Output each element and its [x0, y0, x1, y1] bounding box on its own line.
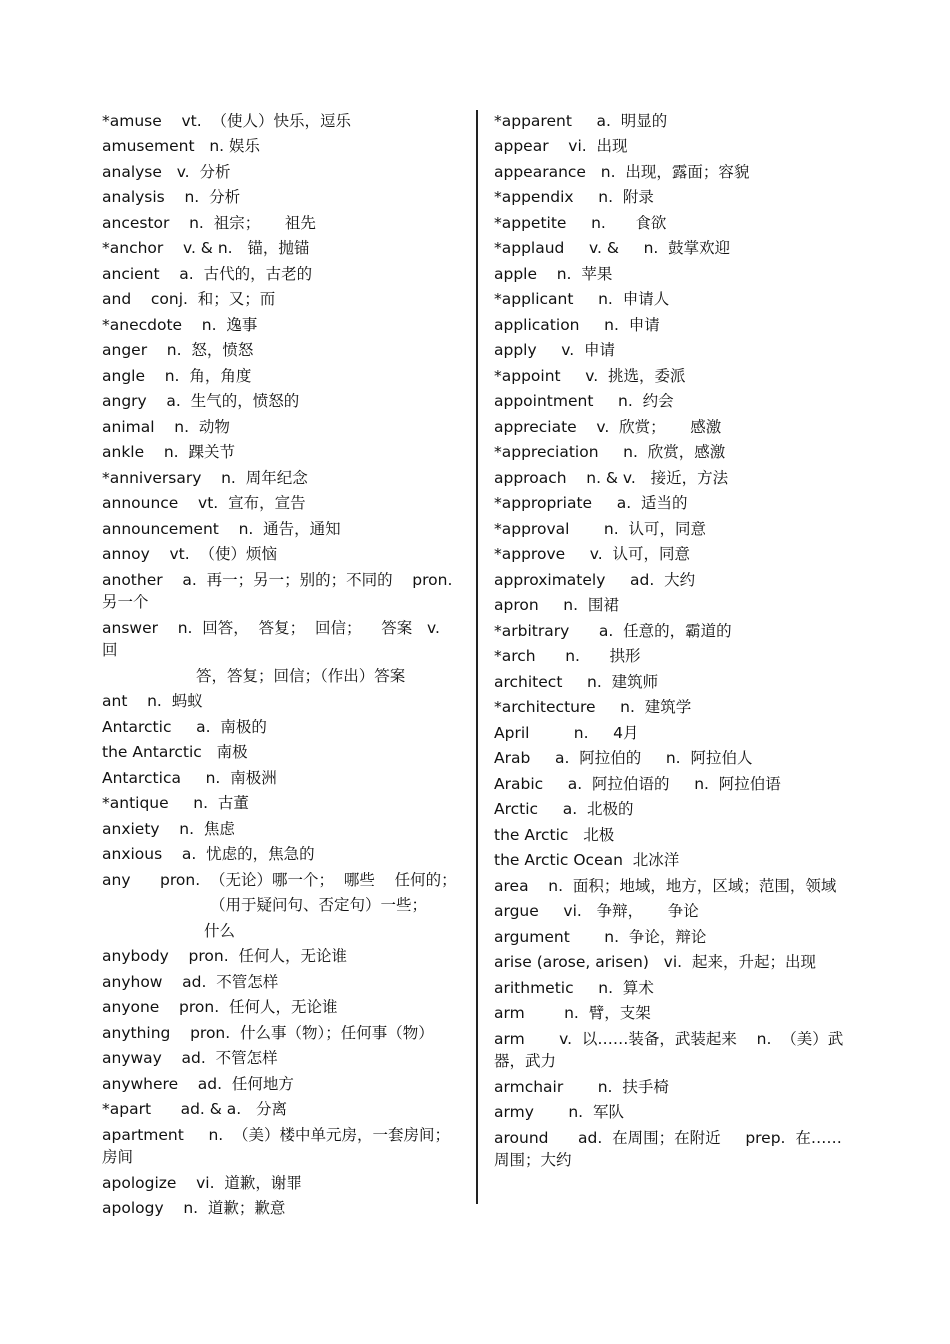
entry-any: any pron. （无论）哪一个； 哪些 任何的；	[102, 870, 457, 889]
entry-apple: apple n. 苹果	[494, 264, 613, 283]
entry-ant: ant n. 蚂蚁	[102, 692, 203, 710]
entry-another: another a. 再一；另一；别的；不同的 pron. 另一个	[102, 570, 458, 611]
entry-arm-noun: arm n. 臂，支架	[494, 1004, 651, 1022]
entry-anxious: anxious a. 忧虑的，焦急的	[102, 845, 315, 863]
entry-around: around ad. 在周围；在附近 prep. 在……周围；大约	[494, 1128, 842, 1169]
entry-appetite: *appetite n. 食欲	[494, 213, 667, 232]
entry-appendix: *appendix n. 附录	[494, 188, 654, 206]
entry-arbitrary: *arbitrary a. 任意的，霸道的	[494, 621, 732, 640]
entry-area: area n. 面积；地域，地方，区域；范围，领域	[494, 876, 837, 895]
entry-anyhow: anyhow ad. 不管怎样	[102, 972, 279, 991]
entry-anyway: anyway ad. 不管怎样	[102, 1049, 278, 1067]
entry-application: application n. 申请	[494, 315, 660, 334]
entry-analyse: analyse v. 分析	[102, 162, 231, 181]
entry-approach: approach n. & v. 接近，方法	[494, 468, 729, 487]
entry-april: April n. 4月	[494, 723, 639, 742]
entry-answer: answer n. 回答， 答复； 回信； 答案 v. 回	[102, 618, 455, 659]
entry-anniversary: *anniversary n. 周年纪念	[102, 468, 308, 487]
entry-appear: appear vi. 出现	[494, 137, 628, 155]
entry-any-cont-2: 什么	[204, 921, 236, 940]
entry-apartment: apartment n. （美）楼中单元房，一套房间；房间	[102, 1125, 451, 1166]
entry-ancestor: ancestor n. 祖宗； 祖先	[102, 213, 316, 232]
entry-architecture: *architecture n. 建筑学	[494, 698, 692, 716]
entry-anywhere: anywhere ad. 任何地方	[102, 1074, 294, 1093]
right-column	[494, 108, 854, 1173]
entry-apology: apology n. 道歉；歉意	[102, 1199, 286, 1217]
entry-approximately: approximately ad. 大约	[494, 570, 696, 589]
entry-anxiety: anxiety n. 焦虑	[102, 819, 235, 838]
left-column	[102, 108, 462, 1221]
entry-ankle: ankle n. 踝关节	[102, 443, 235, 461]
entry-argue: argue vi. 争辩， 争论	[494, 902, 699, 920]
entry-antarctic: Antarctic a. 南极的	[102, 717, 267, 736]
entry-apply: apply v. 申请	[494, 341, 616, 359]
entry-approval: *approval n. 认可，同意	[494, 519, 707, 538]
entry-applaud: *applaud v. & n. 鼓掌欢迎	[494, 239, 731, 257]
entry-analysis: analysis n. 分析	[102, 188, 241, 206]
entry-and: and conj. 和；又；而	[102, 290, 276, 308]
entry-ancient: ancient a. 古代的，古老的	[102, 264, 313, 283]
entry-arabic: Arabic a. 阿拉伯语的 n. 阿拉伯语	[494, 774, 781, 793]
entry-appreciation: *appreciation n. 欣赏，感激	[494, 443, 726, 461]
entry-arm-verb: arm v. 以……装备，武装起来 n. （美）武器，武力	[494, 1029, 844, 1070]
entry-amusement: amusement n. 娱乐	[102, 137, 261, 155]
entry-argument: argument n. 争论，辩论	[494, 927, 707, 946]
entry-anyone: anyone pron. 任何人，无论谁	[102, 998, 338, 1016]
entry-antique: *antique n. 古董	[102, 794, 249, 812]
entry-annoy: annoy vt. （使）烦恼	[102, 545, 278, 563]
entry-appearance: appearance n. 出现，露面；容貌	[494, 162, 750, 181]
entry-apologize: apologize vi. 道歉，谢罪	[102, 1173, 302, 1192]
entry-arch: *arch n. 拱形	[494, 647, 641, 665]
entry-announce: announce vt. 宣布，宣告	[102, 494, 306, 512]
entry-anecdote: *anecdote n. 逸事	[102, 315, 258, 334]
entry-antarctica: Antarctica n. 南极洲	[102, 768, 277, 787]
entry-the-antarctic: the Antarctic 南极	[102, 743, 248, 761]
entry-apparent: *apparent a. 明显的	[494, 111, 668, 130]
entry-arctic: Arctic a. 北极的	[494, 800, 634, 818]
entry-appropriate: *appropriate a. 适当的	[494, 494, 688, 512]
column-divider	[476, 110, 478, 1204]
entry-any-cont-1: （用于疑问句、否定句）一些；	[210, 896, 428, 914]
entry-amuse: *amuse vt. （使人）快乐，逗乐	[102, 111, 352, 130]
entry-apron: apron n. 围裙	[494, 596, 619, 614]
entry-applicant: *applicant n. 申请人	[494, 290, 670, 308]
entry-architect: architect n. 建筑师	[494, 672, 659, 691]
entry-army: army n. 军队	[494, 1103, 624, 1121]
entry-anchor: *anchor v. & n. 锚，抛锚	[102, 239, 310, 257]
entry-appointment: appointment n. 约会	[494, 392, 674, 410]
entry-arctic-ocean: the Arctic Ocean 北冰洋	[494, 851, 680, 869]
entry-approve: *approve v. 认可，同意	[494, 545, 691, 563]
entry-the-arctic: the Arctic 北极	[494, 825, 615, 844]
entry-arab: Arab a. 阿拉伯的 n. 阿拉伯人	[494, 749, 753, 767]
entry-animal: animal n. 动物	[102, 417, 230, 436]
entry-anybody: anybody pron. 任何人，无论谁	[102, 947, 347, 965]
entry-angle: angle n. 角，角度	[102, 366, 252, 385]
entry-armchair: armchair n. 扶手椅	[494, 1077, 669, 1096]
entry-announcement: announcement n. 通告，通知	[102, 519, 341, 538]
entry-apart: *apart ad. & a. 分离	[102, 1100, 288, 1118]
entry-appoint: *appoint v. 挑选，委派	[494, 366, 686, 385]
entry-angry: angry a. 生气的，愤怒的	[102, 392, 300, 410]
entry-anything: anything pron. 什么事（物）；任何事（物）	[102, 1023, 434, 1042]
entry-answer-cont: 答，答复；回信；（作出）答案	[196, 666, 406, 685]
entry-anger: anger n. 怒，愤怒	[102, 341, 254, 359]
entry-arithmetic: arithmetic n. 算术	[494, 978, 654, 997]
entry-appreciate: appreciate v. 欣赏； 感激	[494, 417, 722, 436]
entry-arise: arise (arose, arisen) vi. 起来，升起；出现	[494, 953, 816, 971]
